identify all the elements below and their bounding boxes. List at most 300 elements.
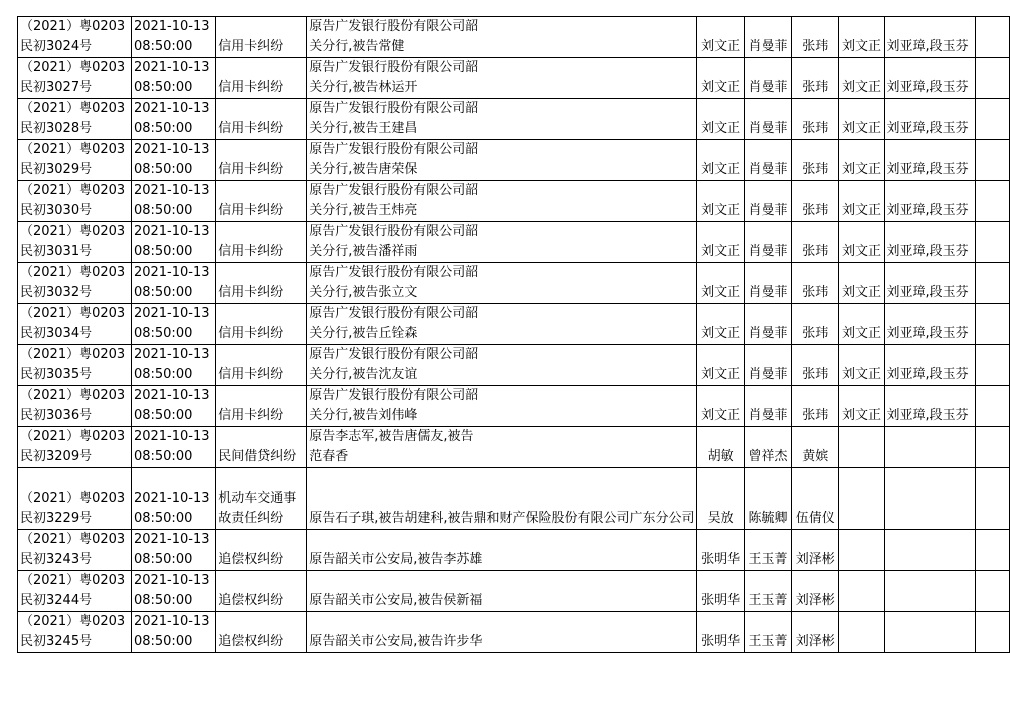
clerk-cell: [839, 571, 884, 612]
parties-cell-text: 原告石子琪,被告胡建科,被告鼎和财产保险股份有限公司广东分公司: [309, 511, 695, 526]
case-cause-cell: [216, 304, 307, 345]
case-number-cell-text: 民初3030号: [20, 203, 93, 218]
case-number-cell-text: 民初3032号: [20, 285, 93, 300]
other-staff-cell-text: 刘亚璋,段玉芬: [886, 80, 969, 95]
clerk-cell: [839, 468, 884, 530]
hearing-datetime-cell: [131, 530, 215, 571]
other-staff-cell: [884, 181, 976, 222]
table-row: [18, 612, 1010, 653]
clerk-cell: [839, 427, 884, 468]
case-cause-cell: [216, 58, 307, 99]
hearing-datetime-cell-text: 2021-10-13: [133, 142, 210, 157]
parties-cell: [307, 468, 697, 530]
case-cause-cell: [216, 427, 307, 468]
panel-member-1-cell-text: 王玉菁: [748, 593, 788, 608]
clerk-cell: [839, 140, 884, 181]
case-number-cell-text: （2021）粤0203: [20, 532, 126, 547]
presiding-judge-cell: [697, 345, 744, 386]
hearing-datetime-cell-text: 08:50:00: [133, 408, 193, 423]
case-cause-cell-text: 信用卡纠纷: [218, 285, 284, 300]
case-number-cell: [18, 386, 132, 427]
blank-cell: [976, 345, 1010, 386]
hearing-datetime-cell-text: 08:50:00: [133, 552, 193, 567]
panel-member-2-cell-text: 刘泽彬: [795, 552, 835, 567]
hearing-datetime-cell-text: 2021-10-13: [133, 101, 210, 116]
table-row: [18, 427, 1010, 468]
hearing-datetime-cell: [131, 17, 215, 58]
clerk-cell: [839, 345, 884, 386]
hearing-datetime-cell-text: 08:50:00: [133, 367, 193, 382]
panel-member-1-cell-text: 肖曼菲: [748, 80, 788, 95]
case-cause-cell-text: 机动车交通事故责任纠纷: [218, 491, 297, 526]
parties-cell-text: 关分行,被告林运开: [309, 80, 418, 95]
case-cause-cell-text: 信用卡纠纷: [218, 244, 284, 259]
other-staff-cell: [884, 468, 976, 530]
case-number-cell-text: 民初3031号: [20, 244, 93, 259]
panel-member-2-cell-text: 张玮: [802, 326, 829, 341]
case-number-cell-text: 民初3029号: [20, 162, 93, 177]
parties-cell: [307, 58, 697, 99]
case-cause-cell-text: 民间借贷纠纷: [218, 449, 297, 464]
blank-cell: [976, 571, 1010, 612]
panel-member-2-cell-text: 伍倩仪: [795, 511, 835, 526]
case-cause-cell-text: 信用卡纠纷: [218, 80, 284, 95]
parties-cell-text: 原告广发银行股份有限公司韶: [309, 60, 479, 75]
parties-cell: [307, 181, 697, 222]
other-staff-cell-text: 刘亚璋,段玉芬: [886, 121, 969, 136]
parties-cell: [307, 304, 697, 345]
parties-cell-text: 原告广发银行股份有限公司韶: [309, 347, 479, 362]
case-cause-cell-text: 信用卡纠纷: [218, 162, 284, 177]
panel-member-1-cell: [744, 263, 791, 304]
panel-member-1-cell: [744, 58, 791, 99]
presiding-judge-cell-text: 刘文正: [701, 80, 741, 95]
hearing-datetime-cell: [131, 427, 215, 468]
blank-cell: [976, 530, 1010, 571]
table-row: [18, 304, 1010, 345]
parties-cell-text: 关分行,被告沈友谊: [309, 367, 418, 382]
clerk-cell: [839, 530, 884, 571]
case-cause-cell-text: 信用卡纠纷: [218, 121, 284, 136]
presiding-judge-cell: [697, 222, 744, 263]
panel-member-2-cell: [792, 263, 839, 304]
panel-member-1-cell-text: 肖曼菲: [748, 367, 788, 382]
hearing-datetime-cell-text: 08:50:00: [133, 80, 193, 95]
panel-member-2-cell-text: 张玮: [802, 39, 829, 54]
panel-member-1-cell-text: 王玉菁: [748, 552, 788, 567]
hearing-datetime-cell-text: 08:50:00: [133, 634, 193, 649]
panel-member-2-cell: [792, 304, 839, 345]
case-number-cell: [18, 571, 132, 612]
parties-cell: [307, 571, 697, 612]
panel-member-1-cell-text: 肖曼菲: [748, 203, 788, 218]
hearing-datetime-cell-text: 08:50:00: [133, 511, 193, 526]
hearing-datetime-cell-text: 2021-10-13: [133, 265, 210, 280]
presiding-judge-cell-text: 张明华: [701, 634, 741, 649]
case-cause-cell: [216, 345, 307, 386]
case-number-cell-text: 民初3243号: [20, 552, 93, 567]
parties-cell-text: 关分行,被告王建昌: [309, 121, 418, 136]
parties-cell-text: 关分行,被告刘伟峰: [309, 408, 418, 423]
hearing-datetime-cell-text: 08:50:00: [133, 593, 193, 608]
table-row: [18, 99, 1010, 140]
case-cause-cell: [216, 386, 307, 427]
parties-cell: [307, 222, 697, 263]
clerk-cell: [839, 58, 884, 99]
panel-member-2-cell-text: 张玮: [802, 80, 829, 95]
hearing-schedule-table: [17, 16, 1010, 653]
hearing-datetime-cell-text: 2021-10-13: [133, 429, 210, 444]
other-staff-cell-text: 刘亚璋,段玉芬: [886, 326, 969, 341]
case-number-cell-text: （2021）粤0203: [20, 142, 126, 157]
table-row: [18, 58, 1010, 99]
blank-cell: [976, 304, 1010, 345]
hearing-datetime-cell: [131, 99, 215, 140]
presiding-judge-cell-text: 刘文正: [701, 326, 741, 341]
panel-member-1-cell-text: 肖曼菲: [748, 162, 788, 177]
case-number-cell: [18, 99, 132, 140]
panel-member-1-cell: [744, 612, 791, 653]
panel-member-2-cell: [792, 427, 839, 468]
table-body: [18, 17, 1010, 653]
parties-cell-text: 关分行,被告常健: [309, 39, 405, 54]
other-staff-cell-text: 刘亚璋,段玉芬: [886, 244, 969, 259]
hearing-datetime-cell-text: 2021-10-13: [133, 347, 210, 362]
other-staff-cell-text: 刘亚璋,段玉芬: [886, 162, 969, 177]
other-staff-cell: [884, 17, 976, 58]
presiding-judge-cell: [697, 304, 744, 345]
presiding-judge-cell: [697, 468, 744, 530]
clerk-cell: [839, 304, 884, 345]
clerk-cell-text: 刘文正: [841, 326, 881, 341]
case-number-cell: [18, 263, 132, 304]
presiding-judge-cell-text: 张明华: [701, 593, 741, 608]
presiding-judge-cell: [697, 530, 744, 571]
other-staff-cell-text: 刘亚璋,段玉芬: [886, 39, 969, 54]
clerk-cell: [839, 17, 884, 58]
other-staff-cell: [884, 99, 976, 140]
presiding-judge-cell-text: 吴放: [707, 511, 734, 526]
panel-member-1-cell-text: 肖曼菲: [748, 326, 788, 341]
parties-cell: [307, 99, 697, 140]
other-staff-cell: [884, 58, 976, 99]
panel-member-2-cell: [792, 612, 839, 653]
case-cause-cell: [216, 99, 307, 140]
case-cause-cell: [216, 263, 307, 304]
hearing-datetime-cell: [131, 140, 215, 181]
panel-member-2-cell-text: 刘泽彬: [795, 634, 835, 649]
case-number-cell-text: 民初3036号: [20, 408, 93, 423]
panel-member-1-cell: [744, 468, 791, 530]
hearing-datetime-cell-text: 2021-10-13: [133, 573, 210, 588]
parties-cell: [307, 345, 697, 386]
other-staff-cell: [884, 612, 976, 653]
parties-cell-text: 原告韶关市公安局,被告李苏雄: [309, 552, 483, 567]
presiding-judge-cell-text: 刘文正: [701, 244, 741, 259]
blank-cell: [976, 222, 1010, 263]
hearing-datetime-cell-text: 08:50:00: [133, 244, 193, 259]
parties-cell: [307, 263, 697, 304]
panel-member-1-cell: [744, 222, 791, 263]
clerk-cell-text: 刘文正: [841, 121, 881, 136]
hearing-datetime-cell-text: 2021-10-13: [133, 614, 210, 629]
other-staff-cell: [884, 345, 976, 386]
presiding-judge-cell-text: 刘文正: [701, 203, 741, 218]
panel-member-2-cell: [792, 58, 839, 99]
panel-member-1-cell: [744, 345, 791, 386]
case-cause-cell: [216, 612, 307, 653]
case-number-cell-text: 民初3024号: [20, 39, 93, 54]
hearing-datetime-cell: [131, 345, 215, 386]
hearing-datetime-cell-text: 2021-10-13: [133, 532, 210, 547]
presiding-judge-cell: [697, 99, 744, 140]
hearing-datetime-cell: [131, 304, 215, 345]
case-number-cell: [18, 140, 132, 181]
hearing-datetime-cell-text: 08:50:00: [133, 39, 193, 54]
case-cause-cell-text: 追偿权纠纷: [218, 593, 284, 608]
presiding-judge-cell-text: 刘文正: [701, 121, 741, 136]
case-number-cell-text: （2021）粤0203: [20, 19, 126, 34]
hearing-datetime-cell: [131, 612, 215, 653]
presiding-judge-cell: [697, 571, 744, 612]
panel-member-2-cell: [792, 571, 839, 612]
table-row: [18, 222, 1010, 263]
case-number-cell-text: 民初3035号: [20, 367, 93, 382]
panel-member-2-cell-text: 张玮: [802, 162, 829, 177]
parties-cell-text: 原告韶关市公安局,被告侯新福: [309, 593, 483, 608]
table-row: [18, 571, 1010, 612]
case-cause-cell: [216, 530, 307, 571]
case-cause-cell-text: 信用卡纠纷: [218, 39, 284, 54]
hearing-datetime-cell: [131, 571, 215, 612]
case-number-cell-text: （2021）粤0203: [20, 183, 126, 198]
hearing-datetime-cell-text: 2021-10-13: [133, 306, 210, 321]
table-row: [18, 345, 1010, 386]
panel-member-1-cell: [744, 530, 791, 571]
case-number-cell: [18, 17, 132, 58]
blank-cell: [976, 427, 1010, 468]
clerk-cell-text: 刘文正: [841, 408, 881, 423]
blank-cell: [976, 468, 1010, 530]
parties-cell: [307, 386, 697, 427]
other-staff-cell: [884, 140, 976, 181]
other-staff-cell-text: 刘亚璋,段玉芬: [886, 367, 969, 382]
blank-cell: [976, 263, 1010, 304]
case-number-cell-text: 民初3244号: [20, 593, 93, 608]
hearing-datetime-cell-text: 08:50:00: [133, 449, 193, 464]
case-cause-cell-text: 信用卡纠纷: [218, 367, 284, 382]
clerk-cell: [839, 99, 884, 140]
clerk-cell-text: 刘文正: [841, 244, 881, 259]
parties-cell-text: 范春香: [309, 449, 349, 464]
case-number-cell-text: （2021）粤0203: [20, 265, 126, 280]
panel-member-1-cell-text: 肖曼菲: [748, 39, 788, 54]
case-cause-cell-text: 信用卡纠纷: [218, 203, 284, 218]
clerk-cell-text: 刘文正: [841, 203, 881, 218]
panel-member-1-cell: [744, 140, 791, 181]
other-staff-cell: [884, 386, 976, 427]
presiding-judge-cell-text: 刘文正: [701, 408, 741, 423]
blank-cell: [976, 58, 1010, 99]
hearing-datetime-cell-text: 08:50:00: [133, 326, 193, 341]
panel-member-1-cell: [744, 17, 791, 58]
case-number-cell: [18, 181, 132, 222]
clerk-cell-text: 刘文正: [841, 39, 881, 54]
presiding-judge-cell: [697, 386, 744, 427]
hearing-datetime-cell-text: 2021-10-13: [133, 19, 210, 34]
case-number-cell-text: （2021）粤0203: [20, 614, 126, 629]
case-cause-cell: [216, 181, 307, 222]
parties-cell-text: 原告广发银行股份有限公司韶: [309, 306, 479, 321]
case-number-cell-text: （2021）粤0203: [20, 306, 126, 321]
case-number-cell-text: （2021）粤0203: [20, 101, 126, 116]
table-row: [18, 530, 1010, 571]
presiding-judge-cell-text: 刘文正: [701, 285, 741, 300]
panel-member-2-cell: [792, 468, 839, 530]
clerk-cell: [839, 612, 884, 653]
case-number-cell-text: 民初3229号: [20, 511, 93, 526]
parties-cell: [307, 17, 697, 58]
parties-cell: [307, 612, 697, 653]
panel-member-1-cell-text: 王玉菁: [748, 634, 788, 649]
presiding-judge-cell-text: 刘文正: [701, 162, 741, 177]
hearing-datetime-cell-text: 2021-10-13: [133, 60, 210, 75]
hearing-datetime-cell-text: 2021-10-13: [133, 224, 210, 239]
clerk-cell: [839, 263, 884, 304]
panel-member-1-cell: [744, 427, 791, 468]
blank-cell: [976, 386, 1010, 427]
other-staff-cell: [884, 427, 976, 468]
parties-cell: [307, 530, 697, 571]
case-number-cell-text: （2021）粤0203: [20, 224, 126, 239]
parties-cell: [307, 427, 697, 468]
hearing-datetime-cell-text: 08:50:00: [133, 285, 193, 300]
blank-cell: [976, 181, 1010, 222]
hearing-datetime-cell-text: 2021-10-13: [133, 183, 210, 198]
hearing-datetime-cell: [131, 386, 215, 427]
case-number-cell-text: （2021）粤0203: [20, 60, 126, 75]
case-number-cell: [18, 345, 132, 386]
panel-member-1-cell: [744, 181, 791, 222]
blank-cell: [976, 17, 1010, 58]
hearing-datetime-cell-text: 2021-10-13: [133, 388, 210, 403]
case-number-cell-text: （2021）粤0203: [20, 573, 126, 588]
case-number-cell: [18, 612, 132, 653]
panel-member-2-cell: [792, 530, 839, 571]
parties-cell-text: 关分行,被告张立文: [309, 285, 418, 300]
table-row: [18, 386, 1010, 427]
panel-member-2-cell-text: 张玮: [802, 285, 829, 300]
hearing-datetime-cell-text: 08:50:00: [133, 162, 193, 177]
other-staff-cell-text: 刘亚璋,段玉芬: [886, 285, 969, 300]
panel-member-2-cell: [792, 386, 839, 427]
hearing-datetime-cell: [131, 263, 215, 304]
case-number-cell-text: 民初3209号: [20, 449, 93, 464]
panel-member-2-cell: [792, 222, 839, 263]
parties-cell-text: 原告李志军,被告唐儒友,被告: [309, 429, 474, 444]
panel-member-1-cell-text: 曾祥杰: [748, 449, 788, 464]
clerk-cell-text: 刘文正: [841, 285, 881, 300]
parties-cell-text: 原告广发银行股份有限公司韶: [309, 142, 479, 157]
panel-member-2-cell-text: 张玮: [802, 121, 829, 136]
parties-cell-text: 原告广发银行股份有限公司韶: [309, 388, 479, 403]
hearing-datetime-cell: [131, 181, 215, 222]
case-cause-cell-text: 信用卡纠纷: [218, 408, 284, 423]
case-number-cell: [18, 468, 132, 530]
presiding-judge-cell-text: 刘文正: [701, 39, 741, 54]
case-cause-cell: [216, 17, 307, 58]
clerk-cell: [839, 181, 884, 222]
panel-member-1-cell-text: 肖曼菲: [748, 408, 788, 423]
parties-cell-text: 原告广发银行股份有限公司韶: [309, 183, 479, 198]
clerk-cell-text: 刘文正: [841, 162, 881, 177]
case-number-cell: [18, 427, 132, 468]
case-number-cell: [18, 530, 132, 571]
presiding-judge-cell: [697, 427, 744, 468]
parties-cell-text: 原告韶关市公安局,被告许步华: [309, 634, 483, 649]
panel-member-2-cell-text: 刘泽彬: [795, 593, 835, 608]
blank-cell: [976, 612, 1010, 653]
other-staff-cell: [884, 222, 976, 263]
case-number-cell: [18, 304, 132, 345]
presiding-judge-cell: [697, 612, 744, 653]
presiding-judge-cell-text: 刘文正: [701, 367, 741, 382]
presiding-judge-cell: [697, 58, 744, 99]
blank-cell: [976, 140, 1010, 181]
parties-cell-text: 关分行,被告丘铨森: [309, 326, 418, 341]
case-number-cell-text: 民初3027号: [20, 80, 93, 95]
parties-cell-text: 原告广发银行股份有限公司韶: [309, 19, 479, 34]
parties-cell: [307, 140, 697, 181]
hearing-datetime-cell-text: 08:50:00: [133, 121, 193, 136]
hearing-datetime-cell: [131, 58, 215, 99]
panel-member-2-cell-text: 张玮: [802, 203, 829, 218]
table-row: [18, 468, 1010, 530]
presiding-judge-cell-text: 张明华: [701, 552, 741, 567]
case-number-cell-text: （2021）粤0203: [20, 429, 126, 444]
panel-member-1-cell: [744, 304, 791, 345]
panel-member-1-cell: [744, 571, 791, 612]
panel-member-2-cell: [792, 17, 839, 58]
panel-member-2-cell: [792, 99, 839, 140]
case-number-cell-text: 民初3028号: [20, 121, 93, 136]
presiding-judge-cell: [697, 140, 744, 181]
hearing-datetime-cell: [131, 222, 215, 263]
case-number-cell: [18, 222, 132, 263]
other-staff-cell: [884, 530, 976, 571]
case-number-cell-text: （2021）粤0203: [20, 347, 126, 362]
panel-member-2-cell: [792, 345, 839, 386]
blank-cell: [976, 99, 1010, 140]
panel-member-1-cell: [744, 99, 791, 140]
panel-member-1-cell-text: 肖曼菲: [748, 121, 788, 136]
parties-cell-text: 原告广发银行股份有限公司韶: [309, 101, 479, 116]
other-staff-cell: [884, 571, 976, 612]
table-row: [18, 263, 1010, 304]
case-cause-cell: [216, 222, 307, 263]
presiding-judge-cell: [697, 17, 744, 58]
case-cause-cell: [216, 571, 307, 612]
other-staff-cell: [884, 304, 976, 345]
table-row: [18, 140, 1010, 181]
hearing-datetime-cell-text: 2021-10-13: [133, 491, 210, 506]
panel-member-2-cell: [792, 181, 839, 222]
case-cause-cell-text: 信用卡纠纷: [218, 326, 284, 341]
case-number-cell-text: 民初3034号: [20, 326, 93, 341]
hearing-datetime-cell: [131, 468, 215, 530]
clerk-cell-text: 刘文正: [841, 367, 881, 382]
panel-member-1-cell-text: 肖曼菲: [748, 285, 788, 300]
